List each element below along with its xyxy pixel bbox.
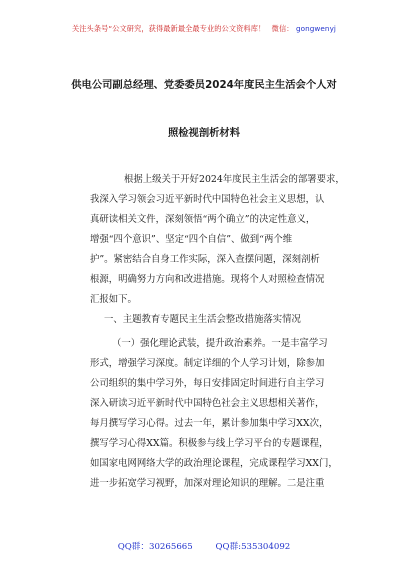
body-line: 根据上级关于开好2024年度民主生活会的部署要求， (124, 174, 345, 185)
footer-qq-group-1: QQ群：30265665 (117, 542, 193, 552)
document-title-line1: 供电公司副总经理、党委委员2024年度民主生活会个人对 (71, 79, 337, 91)
body-line: （一）强化理论武装，提升政治素养。一是丰富学习 (112, 338, 328, 349)
section-heading: 一、主题教育专题民主生活会整改措施落实情况 (104, 314, 301, 325)
body-line: 汇报如下。 (90, 294, 137, 305)
footer-contact (0, 540, 408, 552)
body-line: 如国家电网网络大学的政治理论课程，完成课程学习XX门， (90, 458, 338, 469)
promo-banner (0, 24, 408, 34)
banner-wechat-label: 微信： (271, 24, 294, 33)
footer-qq-group-2: QQ群:535304092 (215, 542, 291, 552)
body-line: 增强“四个意识”、坚定“四个自信”、做到“两个维 (90, 234, 293, 245)
body-line: 真研读相关文件，深刻领悟“两个确立”的决定性意义， (90, 214, 316, 225)
body-line: 根源，明确努力方向和改进措施。现将个人对照检查情况 (90, 274, 325, 285)
body-line: 撰写学习心得XX篇。积极参与线上学习平台的专题课程， (90, 438, 329, 449)
banner-wechat-id: gongwenyj (295, 24, 337, 33)
body-line: 护”。紧密结合自身工作实际，深入查摆问题，深刻剖析 (90, 254, 320, 265)
body-line: 我深入学习领会习近平新时代中国特色社会主义思想，认 (90, 194, 325, 205)
body-line: 形式，增强学习深度。制定详细的个人学习计划，除参加 (90, 358, 325, 369)
document-title-line2: 照检视剖析材料 (167, 127, 241, 139)
body-line: 进一步拓宽学习视野，加深对理论知识的理解。二是注重 (90, 478, 325, 489)
body-line: 深入研读习近平新时代中国特色社会主义思想相关著作， (90, 398, 325, 409)
body-line: 公司组织的集中学习外，每日安排固定时间进行自主学习 (90, 378, 325, 389)
body-line: 每月撰写学习心得。过去一年，累计参加集中学习XX次， (90, 418, 329, 429)
banner-text: 关注头条号“公文研究，获得最新最全最专业的公文资料库！ (71, 24, 266, 33)
